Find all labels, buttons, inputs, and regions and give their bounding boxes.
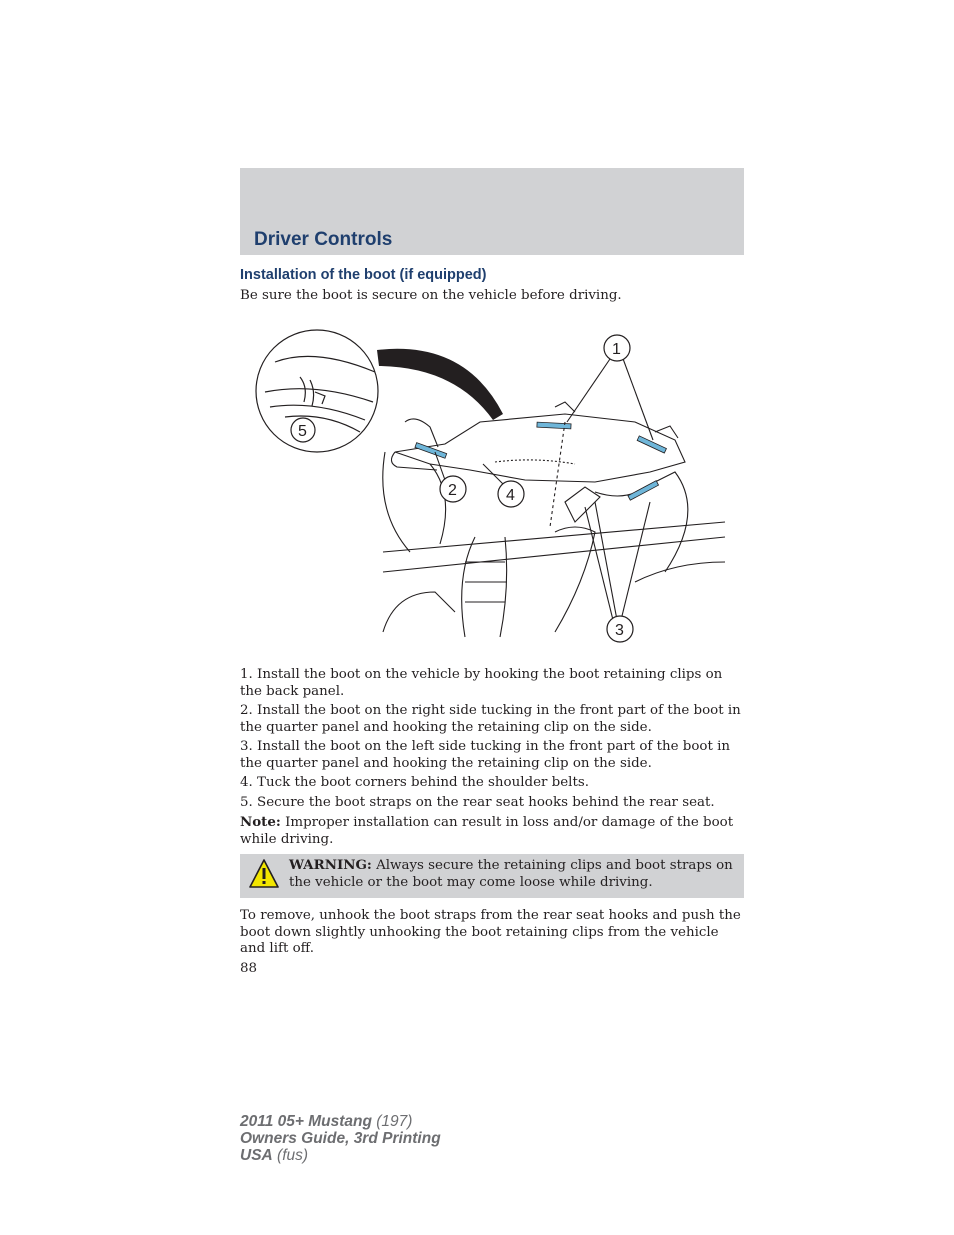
callout-label-5: 5 bbox=[298, 423, 307, 440]
warning-label: WARNING: bbox=[289, 857, 372, 873]
step-4: 4. Tuck the boot corners behind the shoulder belts. bbox=[240, 775, 589, 790]
warning-triangle-icon bbox=[248, 858, 280, 890]
warning-text bbox=[289, 857, 739, 891]
note-label: Note: bbox=[240, 814, 281, 830]
page-number: 88 bbox=[240, 961, 258, 976]
chapter-title: Driver Controls bbox=[254, 229, 393, 250]
callout-label-4: 4 bbox=[506, 487, 515, 504]
note-paragraph bbox=[240, 814, 744, 848]
footer-model-code: (197) bbox=[371, 1113, 413, 1130]
intro-paragraph: Be sure the boot is secure on the vehicle before driving. bbox=[240, 288, 622, 303]
footer-guide: Owners Guide, 3rd Printing bbox=[240, 1130, 441, 1147]
callout-label-2: 2 bbox=[448, 482, 457, 499]
step-5: 5. Secure the boot straps on the rear seat hooks behind the rear seat. bbox=[240, 795, 715, 810]
footer-region-code: (fus) bbox=[272, 1147, 309, 1164]
removal-paragraph: To remove, unhook the boot straps from the rear seat hooks and push the boot down slightly unhooking the boot retaining clips from the vehicle and lift off. bbox=[240, 908, 741, 956]
retaining-clip-back-right bbox=[637, 436, 666, 453]
footer-region: USA bbox=[240, 1147, 273, 1164]
note-text: Improper installation can result in loss and/or damage of the boot while driving. bbox=[240, 815, 734, 847]
callout-label-3: 3 bbox=[615, 622, 624, 639]
retaining-clip-back-left bbox=[537, 422, 571, 429]
footer-model: 2011 05+ Mustang bbox=[240, 1113, 372, 1130]
document-footer bbox=[240, 1113, 441, 1164]
section-title: Installation of the boot (if equipped) bbox=[240, 267, 487, 283]
step-2: 2. Install the boot on the right side tucking in the front part of the boot in the quarter panel and hooking the retaining clip on the side. bbox=[240, 703, 741, 735]
chapter-header bbox=[240, 168, 744, 255]
step-3: 3. Install the boot on the left side tucking in the front part of the boot in the quarter panel and hooking the retaining clip on the side. bbox=[240, 739, 731, 771]
retaining-clip-left-side bbox=[628, 481, 659, 500]
warning-body: Always secure the retaining clips and boot straps on the vehicle or the boot may come loose while driving. bbox=[289, 858, 733, 890]
warning-box bbox=[240, 854, 744, 898]
boot-installation-illustration bbox=[255, 322, 730, 647]
step-1: 1. Install the boot on the vehicle by hooking the boot retaining clips on the back panel. bbox=[240, 667, 723, 699]
inset-pointer bbox=[377, 349, 503, 420]
callout-label-1: 1 bbox=[612, 341, 621, 358]
